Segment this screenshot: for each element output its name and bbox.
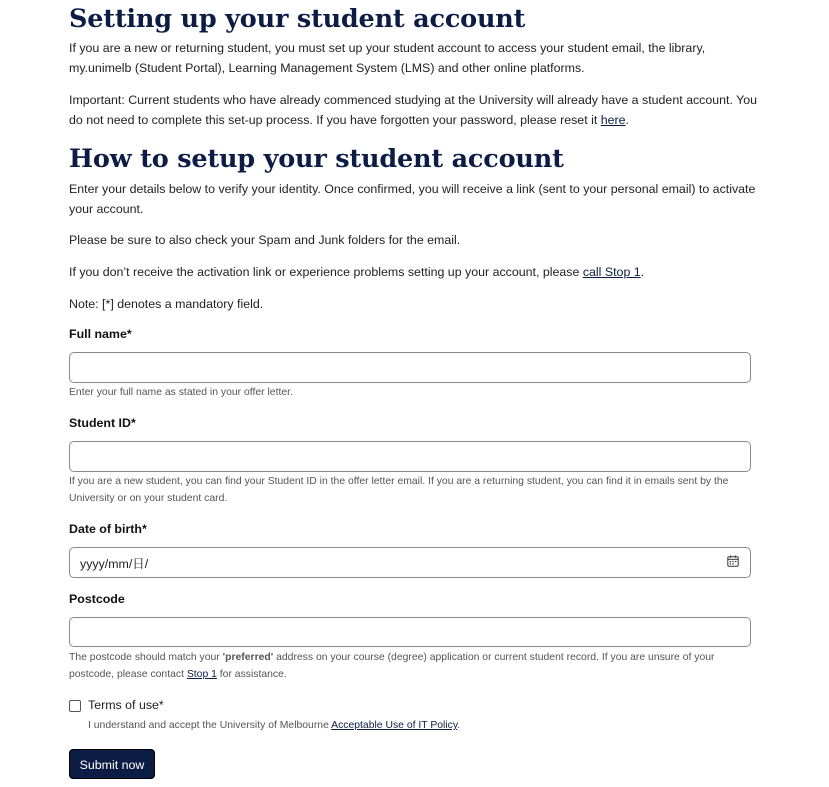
- calendar-icon[interactable]: [727, 555, 739, 567]
- student-id-input[interactable]: [69, 441, 751, 472]
- reset-password-link[interactable]: here: [600, 113, 626, 127]
- intro-paragraph: If you are a new or returning student, you must set up your student account to access your student email, the library, my.unimelb (Student Portal), Learning Management System (LMS) and other online platforms.: [69, 41, 706, 75]
- full-name-label: Full name*: [69, 327, 132, 341]
- terms-checkbox[interactable]: [69, 700, 81, 712]
- postcode-hint: [69, 650, 753, 683]
- submit-button[interactable]: Submit now: [69, 749, 155, 779]
- acceptable-use-link[interactable]: Acceptable Use of IT Policy: [331, 720, 458, 731]
- postcode-hint-end: for assistance.: [216, 668, 287, 680]
- help-text: If you don’t receive the activation link or experience problems setting up your account, please: [69, 265, 583, 279]
- setup-paragraph: Enter your details below to verify your identity. Once confirmed, you will receive a link (sent to your personal email) to activate your account.: [69, 182, 756, 216]
- dob-placeholder: yyyy/mm/日/: [80, 557, 149, 571]
- spam-paragraph: Please be sure to also check your Spam and Junk folders for the email.: [69, 233, 461, 247]
- postcode-input[interactable]: [69, 617, 751, 647]
- full-name-hint: Enter your full name as stated in your offer letter.: [69, 387, 293, 398]
- section-title: How to setup your student account: [69, 144, 564, 174]
- student-id-label: Student ID*: [69, 416, 136, 430]
- help-end: .: [640, 265, 645, 279]
- terms-desc-end: .: [457, 720, 461, 731]
- mandatory-note: Note: [*] denotes a mandatory field.: [69, 297, 264, 311]
- dob-input[interactable]: [69, 547, 751, 578]
- student-id-hint: If you are a new student, you can find your Student ID in the offer letter email. If you are a returning student, you can find it in emails sent by the University or on your student card.: [69, 476, 729, 504]
- terms-label[interactable]: Terms of use*: [88, 698, 164, 712]
- postcode-hint-mid: address on your course (degree) application or current student record. If you are unsure of your postcode, please contact: [69, 652, 715, 680]
- important-text: Important: Current students who have already commenced studying at the University will already have a student account. You do not need to complete this set-up process. If you have forgotten your password, please reset it: [69, 93, 758, 127]
- call-stop1-link[interactable]: call Stop 1: [582, 265, 641, 279]
- help-paragraph: [69, 262, 644, 282]
- page-title: Setting up your student account: [69, 4, 526, 34]
- important-paragraph: [69, 90, 759, 130]
- full-name-input[interactable]: [69, 352, 751, 383]
- terms-description: [88, 718, 460, 735]
- postcode-hint-bold: 'preferred': [222, 652, 274, 663]
- dob-label: Date of birth*: [69, 522, 147, 536]
- stop1-link[interactable]: Stop 1: [186, 668, 217, 680]
- postcode-label: Postcode: [69, 592, 125, 606]
- important-end: .: [625, 113, 629, 127]
- terms-desc-pre: I understand and accept the University of Melbourne: [88, 720, 332, 731]
- postcode-hint-pre: The postcode should match your: [69, 652, 223, 663]
